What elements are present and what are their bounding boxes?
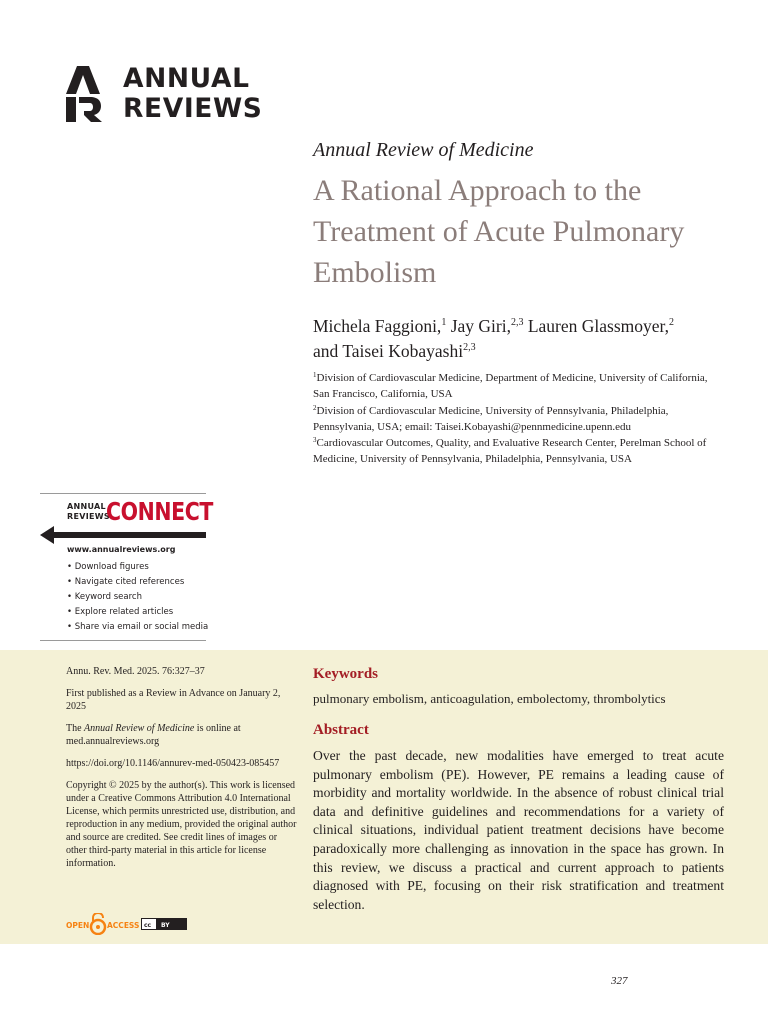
connect-reviews-label: REVIEWS [67,511,110,521]
online-suffix: is online at med.annualreviews.org [66,723,241,747]
author-name: Jay Giri, [450,316,511,336]
logo-line-reviews: REVIEWS [123,93,263,124]
connect-logo-small [67,502,110,521]
annual-reviews-connect-box[interactable] [40,493,213,641]
first-published: First published as a Review in Advance on January 2, 2025 [66,688,281,712]
article-title: A Rational Approach to the Treatment of Acute Pulmonary Embolism [313,174,685,289]
affiliation-text: Cardiovascular Outcomes, Quality, and Evaluative Research Center, Perelman School of Medicine, University of Pennsylvania, Philadelphia, Pennsylvania, USA [313,437,707,465]
by-label: BY [161,922,170,929]
page-number: 327 [611,975,628,987]
connect-feature-item[interactable]: • Download figures [67,560,208,575]
affiliation-number: 1 [313,371,317,379]
connect-feature-list [67,560,208,635]
online-prefix: The [66,723,85,734]
affiliation-text: Division of Cardiovascular Medicine, University of Pennsylvania, Philadelphia, Pennsylvania, USA; email: Taisei.Kobayashi@pennmedicine.upenn.edu [313,405,669,433]
open-access-access-label: ACCESS [107,921,140,930]
online-journal: Annual Review of Medicine [84,723,195,734]
abstract-text: Over the past decade, new modalities have emerged to treat acute pulmonary embolism (PE). However, PE remains a leading cause of morbidity and mortality worldwide. In the absence of robust clinical trial data and definitive guidelines and recommendations for a variety of clinical situations, individual patient treatment decisions have become paradoxically more challenging as innovation in the space has grown. In this review, we discuss a practical and current approach to patients diagnosed with PE, focusing on their risk stratification and treatment selection. [313,748,724,912]
annual-reviews-logo[interactable] [66,63,266,126]
connect-feature-item[interactable]: • Share via email or social media [67,620,208,635]
connect-feature-item[interactable]: • Explore related articles [67,605,208,620]
author-affil-sup: 2,3 [463,342,476,353]
keywords-text: pulmonary embolism, anticoagulation, embolectomy, thrombolytics [313,691,666,706]
author-name: and Taisei Kobayashi [313,341,464,361]
connect-annual-label: ANNUAL [67,502,106,511]
affiliation [313,435,723,467]
cc-by-license-icon [141,918,187,930]
open-access-open-label: OPEN [66,921,90,930]
connect-url[interactable]: www.annualreviews.org [67,545,176,554]
cc-label: cc [144,922,152,929]
doi-link[interactable]: https://doi.org/10.1146/annurev-med-050423-085457 [66,758,280,769]
affiliation-text: Division of Cardiovascular Medicine, Department of Medicine, University of California, San Francisco, California, USA [313,372,708,400]
online-availability [66,722,298,748]
abstract-heading: Abstract [313,722,369,738]
article-info-sidebar [66,665,298,879]
open-access-lock-icon [91,913,105,934]
logo-wordmark [123,64,263,124]
keywords-heading: Keywords [313,666,378,682]
author-affil-sup: 1 [441,317,447,328]
affiliation [313,370,723,402]
affiliation-number: 2 [313,404,317,412]
affiliation-number: 3 [313,436,317,444]
affiliation [313,403,723,435]
connect-wordmark: CONNECT [106,497,213,526]
arrow-left-icon [40,526,206,544]
author-affil-sup: 2,3 [510,317,524,328]
open-access-badge[interactable] [66,913,196,935]
author-name: Michela Faggioni, [313,316,442,336]
author-list [313,314,733,364]
connect-feature-item[interactable]: • Navigate cited references [67,575,208,590]
logo-line-annual: ANNUAL [123,63,250,94]
citation: Annu. Rev. Med. 2025. 76:327–37 [66,666,205,677]
connect-feature-item[interactable]: • Keyword search [67,590,208,605]
copyright-notice: Copyright © 2025 by the author(s). This work is licensed under a Creative Commons Attribution 4.0 International License, which permits unrestricted use, distribution, and reproduction in any medium, provided the original author and source are credited. See credit lines of images or other third-party material in this article for license information. [66,780,297,869]
author-name: Lauren Glassmoyer, [527,316,670,336]
author-affil-sup: 2 [669,317,675,328]
journal-name: Annual Review of Medicine [313,139,534,161]
ar-logo-icon [66,66,102,122]
